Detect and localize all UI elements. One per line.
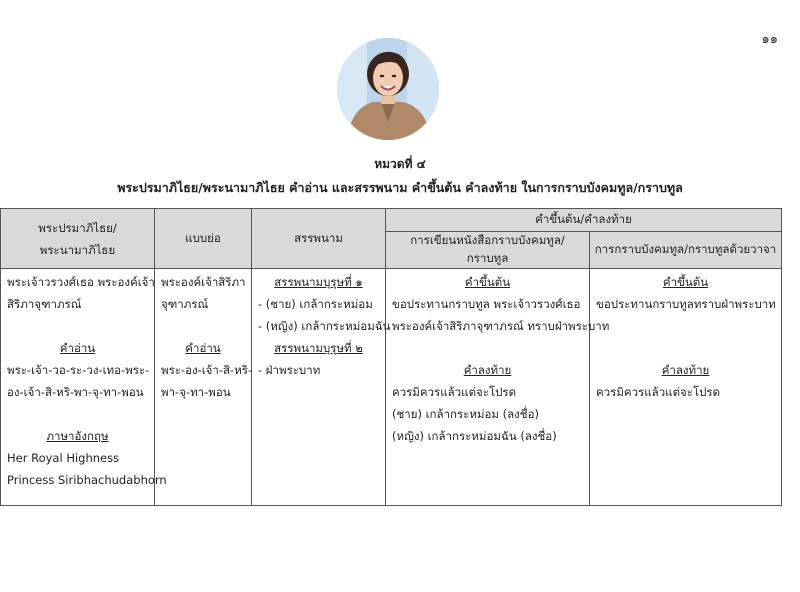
page-number: ๑๑	[761, 32, 778, 47]
short-form-line1: พระองค์เจ้าสิริภา	[161, 275, 246, 289]
short-reading-label: คำอ่าน	[185, 341, 221, 355]
written-opening-line2: พระองค์เจ้าสิริภาจุฑาภรณ์ ทราบฝ่าพระบาท	[392, 319, 610, 333]
cell-royal-name	[1, 269, 167, 506]
spoken-opening-line1: ขอประทานกราบทูลทราบฝ่าพระบาท	[596, 297, 776, 311]
written-opening-label: คำขึ้นต้น	[464, 275, 511, 289]
english-label: ภาษาอังกฤษ	[46, 429, 109, 443]
short-form-line2: จุฑาภรณ์	[161, 297, 209, 311]
cell-pronoun	[252, 269, 391, 506]
reading-line2: อง-เจ้า-สิ-หริ-พา-จุ-ทา-พอน	[7, 385, 144, 399]
written-closing-line2: (ชาย) เกล้ากระหม่อม (ลงชื่อ)	[392, 407, 539, 421]
header-written-address: การเขียนหนังสือกราบบังคมทูล/กราบทูล	[386, 232, 590, 269]
english-line1: Her Royal Highness	[7, 451, 120, 465]
chapter-title: หมวดที่ ๔	[374, 157, 426, 171]
cell-short-form	[155, 269, 252, 506]
royal-name-line1: พระเจ้าวรวงศ์เธอ พระองค์เจ้า	[7, 275, 155, 289]
first-person-label: สรรพนามบุรุษที่ ๑	[274, 275, 363, 289]
reading-line1: พระ-เจ้า-วอ-ระ-วง-เทอ-พระ-	[7, 363, 150, 377]
header-pronoun: สรรพนาม	[252, 209, 386, 269]
written-closing-line1: ควรมิควรแล้วแต่จะโปรด	[392, 385, 517, 399]
written-closing-line3: (หญิง) เกล้ากระหม่อมฉัน (ลงชื่อ)	[392, 429, 557, 443]
first-person-male: - (ชาย) เกล้ากระหม่อม	[258, 297, 373, 311]
spoken-closing-line1: ควรมิควรแล้วแต่จะโปรด	[596, 385, 721, 399]
spoken-closing-label: คำลงท้าย	[661, 363, 710, 377]
second-person-label: สรรพนามบุรุษที่ ๒	[274, 341, 363, 355]
header-royal-name-line2: พระนามาภิไธย	[39, 242, 116, 257]
royal-name-line2: สิริภาจุฑาภรณ์	[7, 297, 82, 311]
reading-label: คำอ่าน	[59, 341, 96, 355]
second-person-value: - ฝ่าพระบาท	[258, 363, 321, 377]
header-opening-closing: คำขึ้นต้น/คำลงท้าย	[386, 209, 782, 232]
english-line2: Princess Siribhachudabhorn	[7, 473, 167, 487]
cell-spoken-address	[590, 269, 782, 506]
spoken-opening-label: คำขึ้นต้น	[662, 275, 709, 289]
short-reading-line1: พระ-อง-เจ้า-สิ-หริ-	[161, 363, 253, 377]
header-royal-name-line1: พระปรมาภิไธย/	[38, 220, 117, 235]
short-reading-line2: พา-จุ-ทา-พอน	[161, 385, 231, 399]
chapter-subtitle: พระปรมาภิไธย/พระนามาภิไธย คำอ่าน และสรรพนาม คำขึ้นต้น คำลงท้าย ในการกราบบังคมทูล/กราบทูล	[117, 180, 683, 195]
first-person-female: - (หญิง) เกล้ากระหม่อมฉัน	[258, 319, 391, 333]
cell-written-address	[386, 269, 610, 506]
protocol-table	[0, 208, 782, 506]
portrait-photo	[337, 38, 439, 140]
header-spoken-address: การกราบบังคมทูล/กราบทูลด้วยวาจา	[590, 232, 782, 269]
header-royal-name	[1, 209, 155, 269]
written-closing-label: คำลงท้าย	[463, 363, 512, 377]
header-short-form: แบบย่อ	[155, 209, 252, 269]
written-opening-line1: ขอประทานกราบทูล พระเจ้าวรวงศ์เธอ	[392, 297, 581, 311]
